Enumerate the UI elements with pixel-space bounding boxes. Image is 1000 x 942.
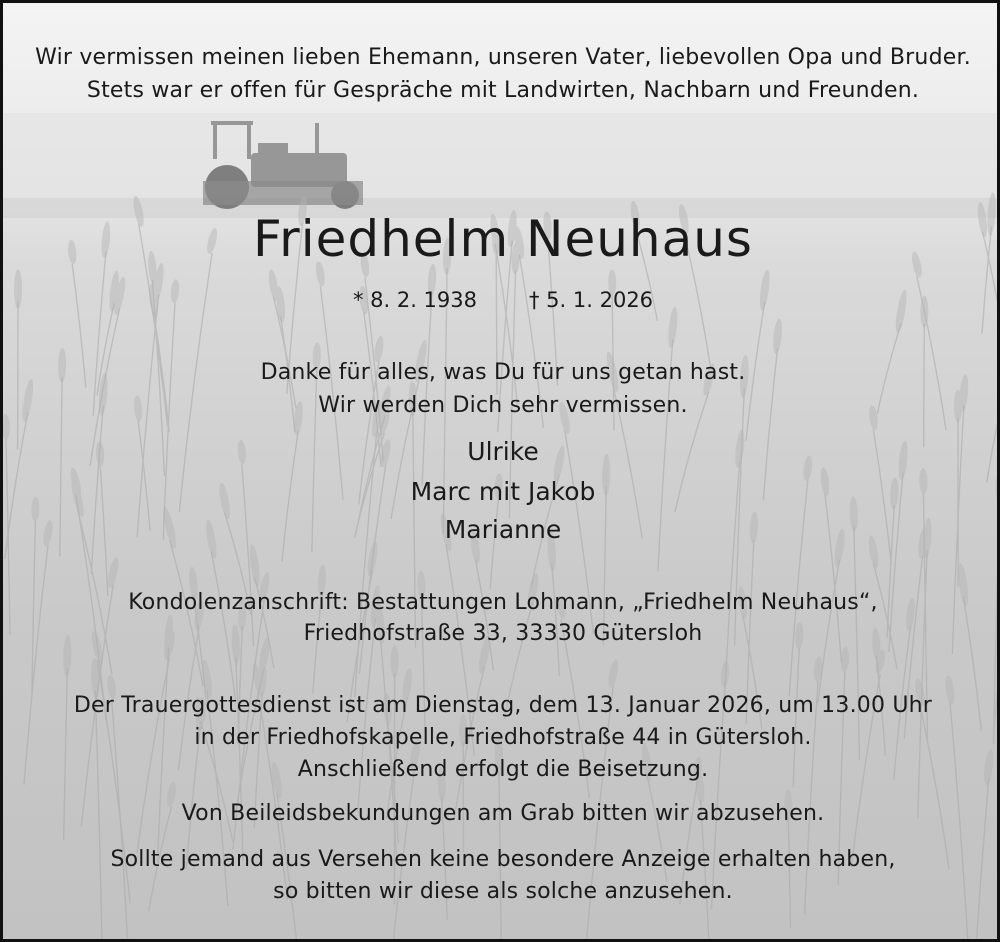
- wheat-stalk: [207, 691, 228, 906]
- wheat-stalk: [788, 818, 790, 929]
- birth-date: * 8. 2. 1938: [352, 288, 477, 312]
- wheat-ear: [772, 318, 783, 354]
- thanks-line-1: Danke für alles, was Du für uns getan hast.: [260, 360, 746, 385]
- wheat-ear: [607, 659, 620, 689]
- wheat-ear: [667, 306, 679, 348]
- intro-line-1: Wir vermissen meinen lieben Ehemann, unseren Vater, liebevollen Opa und Bruder.: [35, 45, 971, 70]
- thanks-line-2: Wir werden Dich sehr vermissen.: [318, 393, 688, 418]
- family-member-1: Ulrike: [467, 437, 539, 466]
- wheat-ear: [840, 647, 849, 672]
- wheat-ear: [391, 645, 399, 678]
- wheat-ear: [720, 661, 730, 688]
- service-line-3: Anschließend erfolgt die Beisetzung.: [297, 757, 709, 782]
- wheat-stalk: [552, 563, 560, 675]
- intro-line-2: Stets war er offen für Gespräche mit Landwirten, Nachbarn und Freunden.: [86, 78, 920, 103]
- grave-note: Von Beileidsbekundungen am Grab bitten wir abzusehen.: [181, 801, 825, 826]
- deceased-name: Friedhelm Neuhaus: [253, 210, 753, 268]
- wheat-ear: [373, 335, 385, 363]
- service-line-2: in der Friedhofskapelle, Friedhofstraße 44 in Gütersloh.: [194, 725, 812, 750]
- wheat-ear: [365, 541, 379, 577]
- wheat-ear: [106, 556, 121, 589]
- wheat-stalk: [712, 686, 725, 909]
- condolence-line-1: Kondolenzanschrift: Bestattungen Lohmann, „Friedhelm Neuhaus“,: [128, 590, 878, 615]
- life-dates: [3, 288, 1000, 312]
- condolence-line-2: Friedhofstraße 33, 33330 Gütersloh: [303, 621, 703, 646]
- death-date: † 5. 1. 2026: [529, 288, 654, 312]
- closing-line-1: Sollte jemand aus Versehen keine besondere Anzeige erhalten haben,: [110, 847, 896, 872]
- service-line-1: Der Trauergottesdienst ist am Dienstag, dem 13. Januar 2026, um 13.00 Uhr: [73, 693, 933, 718]
- family-member-3: Marianne: [444, 515, 562, 544]
- closing-line-2: so bitten wir diese als solche anzusehen.: [273, 879, 733, 904]
- family-member-2: Marc mit Jakob: [410, 477, 596, 506]
- wheat-stalk: [924, 324, 925, 448]
- wheat-stalk: [157, 647, 168, 863]
- wheat-ear: [813, 656, 823, 683]
